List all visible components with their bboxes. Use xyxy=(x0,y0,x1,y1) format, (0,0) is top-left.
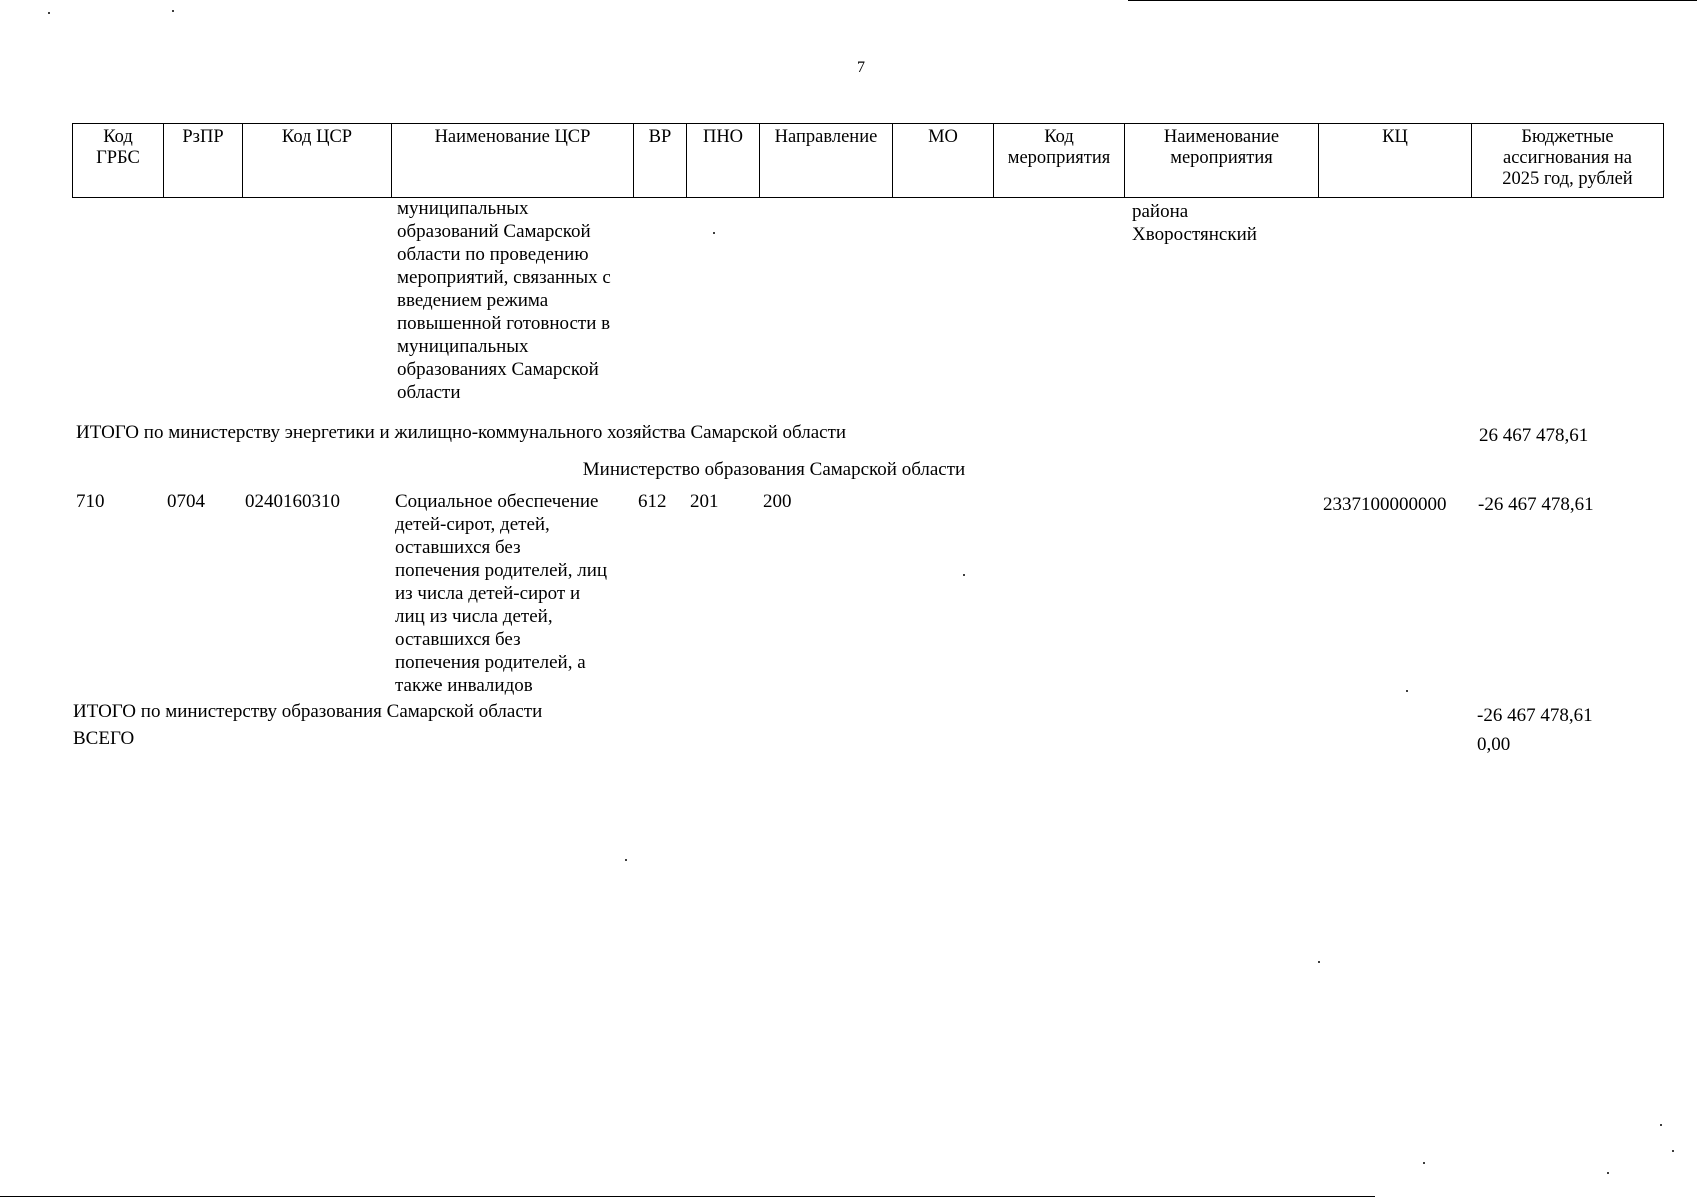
header-grbs: Код ГРБС xyxy=(72,123,163,198)
education-section-title: Министерство образования Самарской области xyxy=(582,459,966,480)
cell-vr: 612 xyxy=(638,491,667,512)
cell-pno: 201 xyxy=(690,491,719,512)
header-pno: ПНО xyxy=(686,123,759,198)
scan-speck xyxy=(1318,961,1320,963)
scan-edge-bottom xyxy=(0,1196,1375,1197)
education-total-amount: -26 467 478,61 xyxy=(1477,705,1593,726)
scan-speck xyxy=(713,232,715,234)
continuation-csr-name: муниципальных образований Самарской области по проведению мероприятий, связанных с введением режима повышенной готовности в муниципальных образованиях Самарской области xyxy=(397,198,611,403)
cell-amount: -26 467 478,61 xyxy=(1478,494,1594,515)
table-header xyxy=(72,123,1664,198)
scan-speck xyxy=(48,12,50,14)
continuation-event-name: района Хворостянский xyxy=(1132,201,1257,245)
header-kc: КЦ xyxy=(1318,123,1471,198)
scan-speck xyxy=(1406,690,1408,692)
grand-total-amount: 0,00 xyxy=(1477,734,1511,755)
scan-speck xyxy=(172,10,174,12)
scan-speck xyxy=(1607,1172,1609,1174)
scan-edge-top xyxy=(1128,0,1697,1)
header-event-name: Наименование мероприятия xyxy=(1124,123,1318,198)
cell-kc: 2337100000000 xyxy=(1323,494,1447,515)
cell-grbs: 710 xyxy=(76,491,105,512)
header-event-code: Код мероприятия xyxy=(993,123,1124,198)
header-mo: МО xyxy=(892,123,993,198)
header-rzpr: РзПР xyxy=(163,123,242,198)
scan-speck xyxy=(1423,1162,1425,1164)
cell-rzpr: 0704 xyxy=(167,491,205,512)
scan-speck xyxy=(1672,1150,1674,1152)
cell-direction: 200 xyxy=(763,491,792,512)
page-number: 7 xyxy=(857,59,865,76)
header-direction: Направление xyxy=(759,123,892,198)
grand-total-label: ВСЕГО xyxy=(73,728,135,749)
scan-speck xyxy=(625,859,627,861)
scan-speck xyxy=(1660,1124,1662,1126)
scan-speck xyxy=(963,574,965,576)
header-budget-2025: Бюджетные ассигнования на 2025 год, рублей xyxy=(1471,123,1664,198)
education-total-label: ИТОГО по министерству образования Самарской области xyxy=(73,701,543,722)
energy-total-label: ИТОГО по министерству энергетики и жилищно-коммунального хозяйства Самарской области xyxy=(76,422,847,443)
header-csr-name: Наименование ЦСР xyxy=(391,123,633,198)
cell-csr-name: Социальное обеспечение детей-сирот, детей, оставшихся без попечения родителей, лиц из числа детей-сирот и лиц из числа детей, оставшихся без попечения родителей, а также инвалидов xyxy=(395,491,608,696)
header-vr: ВР xyxy=(633,123,686,198)
cell-csr-code: 0240160310 xyxy=(245,491,340,512)
header-csr-code: Код ЦСР xyxy=(242,123,391,198)
energy-total-amount: 26 467 478,61 xyxy=(1479,425,1589,446)
